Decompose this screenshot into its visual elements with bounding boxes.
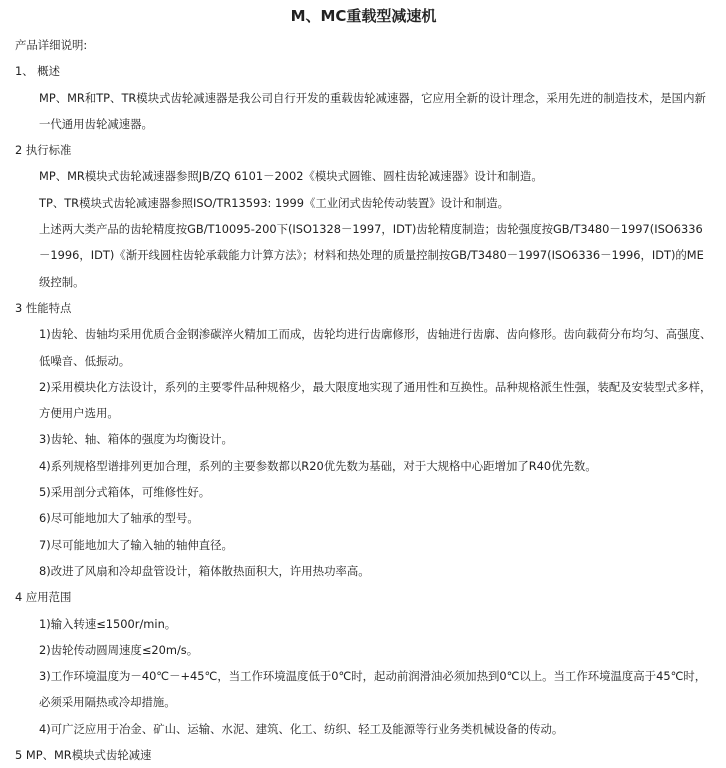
section-3-item-5: 5)采用剖分式箱体，可维修性好。 [39, 485, 211, 500]
section-4-item-3: 3)工作环境温度为－40℃－+45℃，当工作环境温度低于0℃时，起动前润滑油必须加热到0℃以上。当工作环境温度高于45℃时，必须采用隔热或冷却措施。 [39, 669, 707, 710]
section-4-item-2: 2)齿轮传动圆周速度≤20m/s。 [39, 642, 199, 657]
section-3-item-8: 8)改进了风扇和冷却盘管设计，箱体散热面积大，许用热功率高。 [39, 563, 370, 578]
section-2-paragraph-1: MP、MR模块式齿轮减速器参照JB/ZQ 6101－2002《模块式圆锥、圆柱齿轮减速器》设计和制造。 [39, 169, 543, 184]
section-1-heading: 1、 概述 [15, 64, 61, 79]
section-2-paragraph-2: TP、TR模块式齿轮减速器参照ISO/TR13593: 1999《工业闭式齿轮传动装置》设计和制造。 [39, 195, 509, 210]
section-3-item-7: 7)尽可能地加大了输入轴的轴伸直径。 [39, 537, 233, 552]
section-3-item-3: 3)齿轮、轴、箱体的强度为均衡设计。 [39, 432, 233, 447]
section-3-item-1: 1)齿轮、齿轴均采用优质合金钢渗碳淬火精加工而成，齿轮均进行齿廓修形，齿轴进行齿廓、齿向修形。齿向载荷分布均匀、高强度、低噪音、低振动。 [39, 327, 712, 368]
section-5-heading: 5 MP、MR模块式齿轮减速 [15, 748, 152, 763]
section-4-item-1: 1)输入转速≤1500r/min。 [39, 616, 177, 631]
page-title: M、MC重载型减速机 [290, 7, 437, 25]
section-1-paragraph: MP、MR和TP、TR模块式齿轮减速器是我公司自行开发的重载齿轮减速器，它应用全新的设计理念，采用先进的制造技术，是国内新一代通用齿轮减速器。 [39, 90, 706, 131]
intro-label: 产品详细说明: [15, 38, 88, 52]
section-3-heading: 3 性能特点 [15, 300, 72, 315]
section-3-item-2: 2)采用模块化方法设计，系列的主要零件品种规格少，最大限度地实现了通用性和互换性。品种规格派生性强，装配及安装型式多样，方便用户选用。 [39, 379, 712, 421]
section-3-item-4: 4)系列规格型谱排列更加合理，系列的主要参数都以R20优先数为基础，对于大规格中心距增加了R40优先数。 [39, 458, 597, 473]
section-4-heading: 4 应用范围 [15, 590, 72, 605]
section-4-item-4: 4)可广泛应用于冶金、矿山、运输、水泥、建筑、化工、纺织、轻工及能源等行业务类机械设备的传动。 [39, 721, 564, 736]
section-3-item-6: 6)尽可能地加大了轴承的型号。 [39, 511, 199, 526]
section-2-paragraph-3: 上述两大类产品的齿轮精度按GB/T10095-200下(ISO1328－1997，IDT)齿轮精度制造；齿轮强度按GB/T3480－1997(ISO6336－1996，IDT)《渐开线圆柱齿轮承载能力计算方法》；材料和热处理的质量控制按GB/T3480－1997(ISO6336－1996，IDT)的ME级控制。 [39, 222, 704, 289]
section-2-heading: 2 执行标准 [15, 143, 72, 158]
